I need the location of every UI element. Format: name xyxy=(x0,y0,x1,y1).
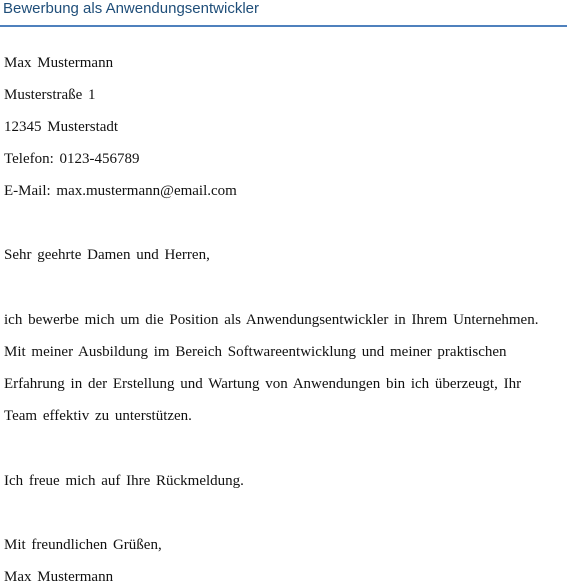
sender-city: 12345 Musterstadt xyxy=(4,119,119,135)
sender-name: Max Mustermann xyxy=(4,55,114,71)
body-line: Erfahrung in der Erstellung und Wartung von Anwendungen bin ich überzeugt, Ihr xyxy=(4,376,522,392)
greeting: Mit freundlichen Grüßen, xyxy=(4,537,162,553)
sender-email: E-Mail: max.mustermann@email.com xyxy=(4,183,237,199)
body-line: Mit meiner Ausbildung im Bereich Softwareentwicklung und meiner praktischen xyxy=(4,344,507,360)
closing-line: Ich freue mich auf Ihre Rückmeldung. xyxy=(4,473,244,489)
signature-name: Max Mustermann xyxy=(4,569,114,585)
heading-underline xyxy=(0,25,567,27)
sender-phone: Telefon: 0123-456789 xyxy=(4,151,140,167)
body-line: Team effektiv zu unterstützen. xyxy=(4,408,192,424)
salutation: Sehr geehrte Damen und Herren, xyxy=(4,247,210,263)
document-heading: Bewerbung als Anwendungsentwickler xyxy=(3,0,259,17)
sender-street: Musterstraße 1 xyxy=(4,87,96,103)
body-line: ich bewerbe mich um die Position als Anwendungsentwickler in Ihrem Unternehmen. xyxy=(4,312,539,328)
